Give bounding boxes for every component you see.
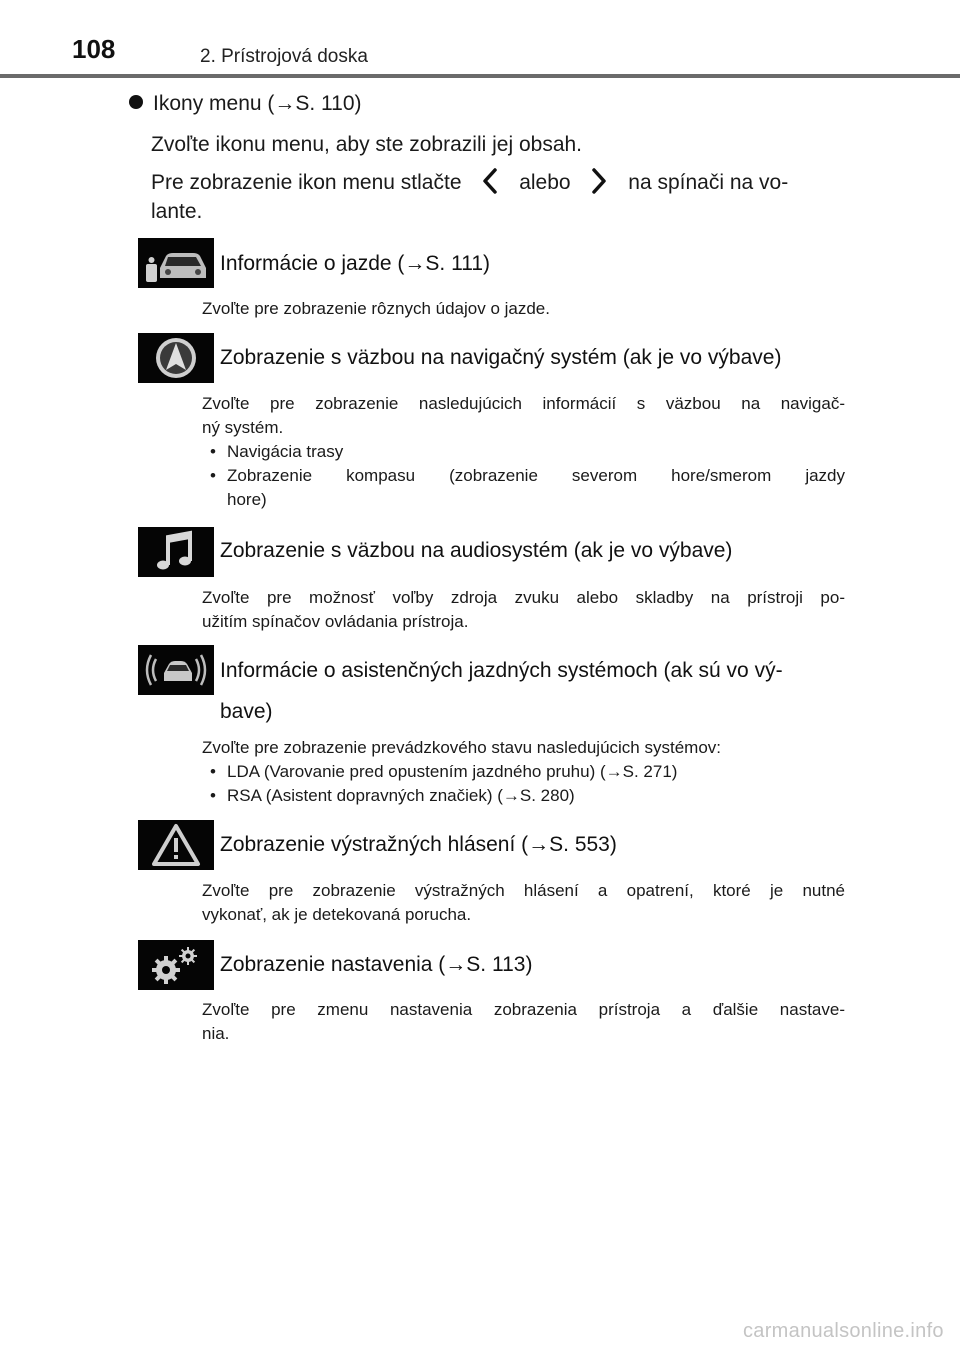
chapter-title: 2. Prístrojová doska [200,46,368,67]
item-description: Zvoľte pre zobrazenie výstražných hlásení a opatrení, ktoré je nutné vykonať, ak je detekovaná porucha. [202,881,845,924]
list-item-continuation: hore) [227,490,267,509]
header-divider [0,74,960,78]
item-title-continuation: bave) [220,700,273,723]
chevron-left-icon [467,168,513,195]
list-item: • LDA (Varovanie pred opustením jazdného pruhu) (→S. 271) [210,762,678,781]
bullet-icon [129,95,143,109]
page-number: 108 [72,34,116,64]
item-description: Zvoľte pre zobrazenie prevádzkového stavu nasledujúcich systémov: [202,738,722,757]
item-title: Zobrazenie nastavenia (→S. 113) [220,953,533,976]
music-note-icon [138,527,214,577]
item-description: Zvoľte pre zmenu nastavenia zobrazenia prístroja a ďalšie nastave- nia. [202,1000,845,1043]
list-item: • Navigácia trasy [210,442,344,461]
list-item: • RSA (Asistent dopravných značiek) (→S. 280) [210,786,575,805]
item-description: Zvoľte pre zobrazenie rôznych údajov o jazde. [202,299,550,318]
item-description: Zvoľte pre zobrazenie nasledujúcich informácií s väzbou na navigač- ný systém. [202,394,845,437]
car-info-icon [138,238,214,288]
navigation-arrow-icon [138,333,214,383]
intro-paragraph-line: Zvoľte ikonu menu, aby ste zobrazili jej obsah. [151,133,583,156]
watermark: carmanualsonline.info [743,1320,944,1342]
item-title: Zobrazenie s väzbou na audiosystém (ak je vo výbave) [220,539,733,562]
item-title: Informácie o jazde (→S. 111) [220,252,491,275]
list-item: • Zobrazenie kompasu (zobrazenie severom hore/smerom jazdy [210,466,845,485]
item-description: Zvoľte pre možnosť voľby zdroja zvuku alebo skladby na prístroji po- užitím spínačov ovládania prístroja. [202,588,845,631]
warning-triangle-icon [138,820,214,870]
chevron-right-icon [576,168,622,195]
settings-gears-icon [138,940,214,990]
intro-paragraph-line: Pre zobrazenie ikon menu stlačte alebo na spínači na vo- [151,168,846,195]
item-title: Informácie o asistenčných jazdných systémoch (ak sú vo vý- [220,659,783,682]
item-title: Zobrazenie výstražných hlásení (→S. 553) [220,833,617,856]
page-header [0,0,960,80]
item-title: Zobrazenie s väzbou na navigačný systém (ak je vo výbave) [220,346,782,369]
driving-assist-icon [138,645,214,695]
intro-paragraph-line: lante. [151,200,203,223]
section-heading: Ikony menu (→S. 110) [129,92,362,116]
